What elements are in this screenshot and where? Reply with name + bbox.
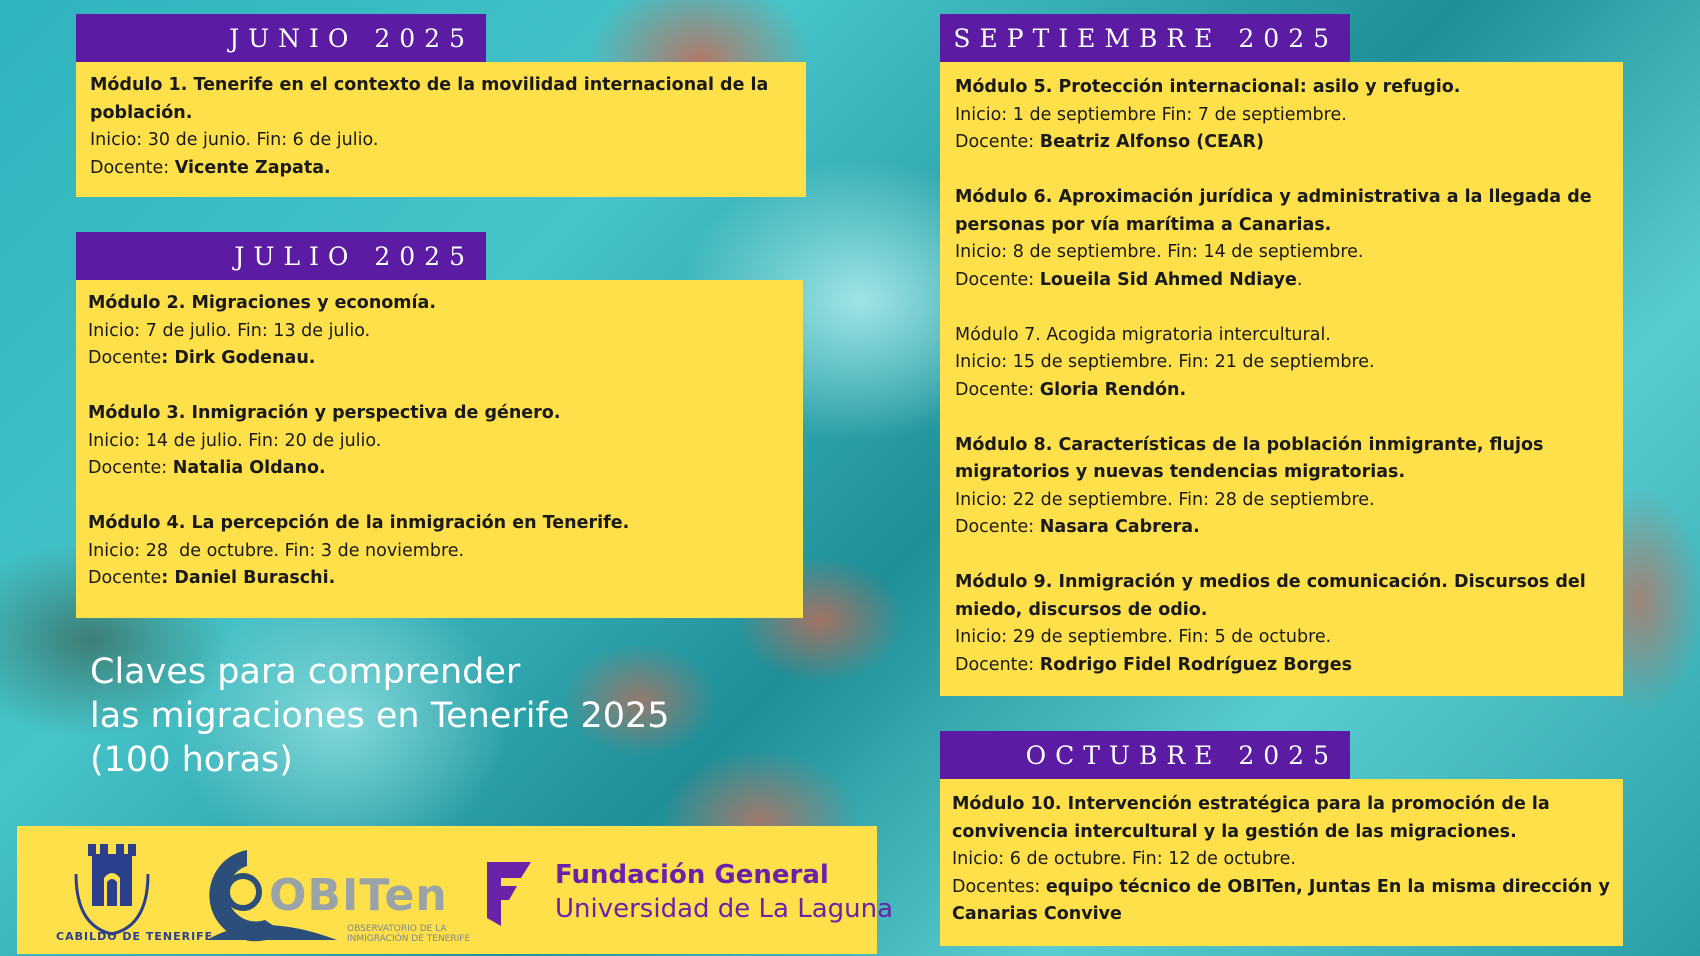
module-dates: Inicio: 1 de septiembre Fin: 7 de septiembre.	[955, 104, 1347, 125]
teacher-name: Nasara Cabrera.	[1039, 517, 1200, 537]
month-tab-junio	[76, 14, 486, 62]
module-dates: Inicio: 29 de septiembre. Fin: 5 de octubre.	[955, 627, 1332, 647]
module-2	[88, 290, 791, 373]
teacher-label: Docente:	[955, 132, 1040, 152]
module-teacher	[955, 377, 1619, 405]
module-4	[88, 510, 791, 593]
module-5	[955, 74, 1619, 157]
teacher-label: Docente:	[90, 157, 175, 178]
fundacion-line-2: Universidad de La Laguna	[555, 894, 894, 924]
module-1	[90, 72, 794, 182]
cabildo-logo	[52, 834, 214, 948]
month-label: OCTUBRE 2025	[1025, 740, 1338, 770]
month-label: JULIO 2025	[234, 241, 474, 271]
teacher-name: : Dirk Godenau.	[161, 348, 316, 368]
module-title: Módulo 4. La percepción de la inmigración en Tenerife.	[88, 513, 630, 533]
fundacion-general-logo	[487, 856, 894, 936]
teacher-label: Docente:	[955, 379, 1040, 400]
module-title: Módulo 2. Migraciones y economía.	[88, 293, 437, 313]
modules-box-junio	[76, 62, 806, 197]
obiten-wordmark: OBITen	[269, 870, 448, 921]
module-title: Módulo 7. Acogida migratoria intercultural.	[955, 324, 1331, 345]
module-dates: Inicio: 22 de septiembre. Fin: 28 de septiembre.	[955, 489, 1375, 510]
module-title: Módulo 1. Tenerife en el contexto de la movilidad internacional de la población.	[90, 75, 769, 123]
module-title: Módulo 6. Aproximación jurídica y administrativa a la llegada de personas por vía marítima a Canarias.	[955, 187, 1592, 235]
module-dates: Inicio: 28 de octubre. Fin: 3 de noviembre.	[88, 540, 465, 561]
module-dates: Inicio: 30 de junio. Fin: 6 de julio.	[90, 130, 379, 150]
month-label: JUNIO 2025	[229, 23, 474, 53]
obiten-subtitle: OBSERVATORIO DE LA INMIGRACIÓN DE TENERIFE	[347, 924, 471, 944]
module-teacher	[955, 129, 1619, 157]
teacher-label: Docente	[88, 568, 162, 588]
cabildo-wordmark: CABILDO DE TENERIFE	[56, 930, 214, 943]
module-3	[88, 400, 791, 483]
modules-box-octubre	[940, 779, 1623, 946]
module-teacher	[952, 874, 1611, 929]
module-dates: Inicio: 8 de septiembre. Fin: 14 de septiembre.	[955, 242, 1364, 262]
obiten-logo	[187, 840, 487, 944]
module-8	[955, 432, 1619, 542]
module-teacher	[955, 514, 1619, 542]
modules-box-julio	[76, 280, 803, 618]
fundacion-line-1: Fundación General	[555, 860, 829, 890]
module-dates: Inicio: 7 de julio. Fin: 13 de julio.	[88, 320, 371, 341]
teacher-label: Docentes:	[952, 876, 1046, 897]
teacher-label: Docente:	[955, 517, 1040, 537]
module-dates: Inicio: 14 de julio. Fin: 20 de julio.	[88, 430, 382, 451]
course-title-line-2: las migraciones en Tenerife 2025	[90, 696, 670, 736]
module-teacher	[88, 455, 791, 483]
module-title: Módulo 9. Inmigración y medios de comunicación. Discursos del miedo, discursos de odio.	[955, 572, 1586, 620]
month-tab-julio	[76, 232, 486, 280]
module-title: Módulo 3. Inmigración y perspectiva de género.	[88, 403, 561, 423]
module-dates: Inicio: 15 de septiembre. Fin: 21 de septiembre.	[955, 352, 1375, 372]
module-teacher	[88, 345, 791, 373]
teacher-name: Rodrigo Fidel Rodríguez Borges	[1039, 654, 1353, 675]
teacher-label: Docente:	[955, 269, 1040, 290]
course-title-line-1: Claves para comprender	[90, 652, 521, 692]
month-tab-octubre	[940, 731, 1350, 779]
teacher-name: equipo técnico de OBITen, Juntas En la misma dirección y Canarias Convive	[952, 876, 1610, 924]
month-label: SEPTIEMBRE 2025	[953, 23, 1338, 53]
module-9	[955, 569, 1619, 679]
module-7	[955, 322, 1619, 405]
teacher-name: Gloria Rendón.	[1039, 379, 1187, 400]
module-teacher	[90, 155, 794, 183]
module-teacher	[955, 652, 1619, 680]
teacher-label: Docente	[88, 348, 162, 368]
module-6	[955, 184, 1619, 294]
module-dates: Inicio: 6 de octubre. Fin: 12 de octubre.	[952, 849, 1296, 869]
teacher-name: Natalia Oldano.	[172, 458, 326, 478]
teacher-name: Vicente Zapata.	[174, 157, 331, 178]
logo-bar	[17, 826, 894, 954]
teacher-suffix: .	[1296, 269, 1303, 290]
module-title: Módulo 5. Protección internacional: asilo y refugio.	[955, 77, 1461, 97]
course-title	[90, 650, 670, 782]
module-title: Módulo 10. Intervención estratégica para la promoción de la convivencia intercultural y la gestión de las migraciones.	[952, 794, 1550, 842]
fundacion-mark-icon	[487, 862, 535, 926]
module-teacher	[955, 267, 1619, 295]
teacher-label: Docente:	[88, 458, 173, 478]
module-title: Módulo 8. Características de la población inmigrante, flujos migratorios y nuevas tendencias migratorias.	[955, 434, 1544, 482]
course-title-line-3: (100 horas)	[90, 740, 293, 780]
module-10	[952, 791, 1611, 929]
teacher-name: : Daniel Buraschi.	[161, 568, 336, 588]
modules-box-septiembre	[940, 62, 1623, 696]
teacher-name: Beatriz Alfonso (CEAR)	[1039, 132, 1265, 152]
month-tab-septiembre	[940, 14, 1350, 62]
teacher-label: Docente:	[955, 654, 1040, 675]
teacher-name: Loueila Sid Ahmed Ndiaye	[1039, 269, 1297, 290]
module-teacher	[88, 565, 791, 593]
